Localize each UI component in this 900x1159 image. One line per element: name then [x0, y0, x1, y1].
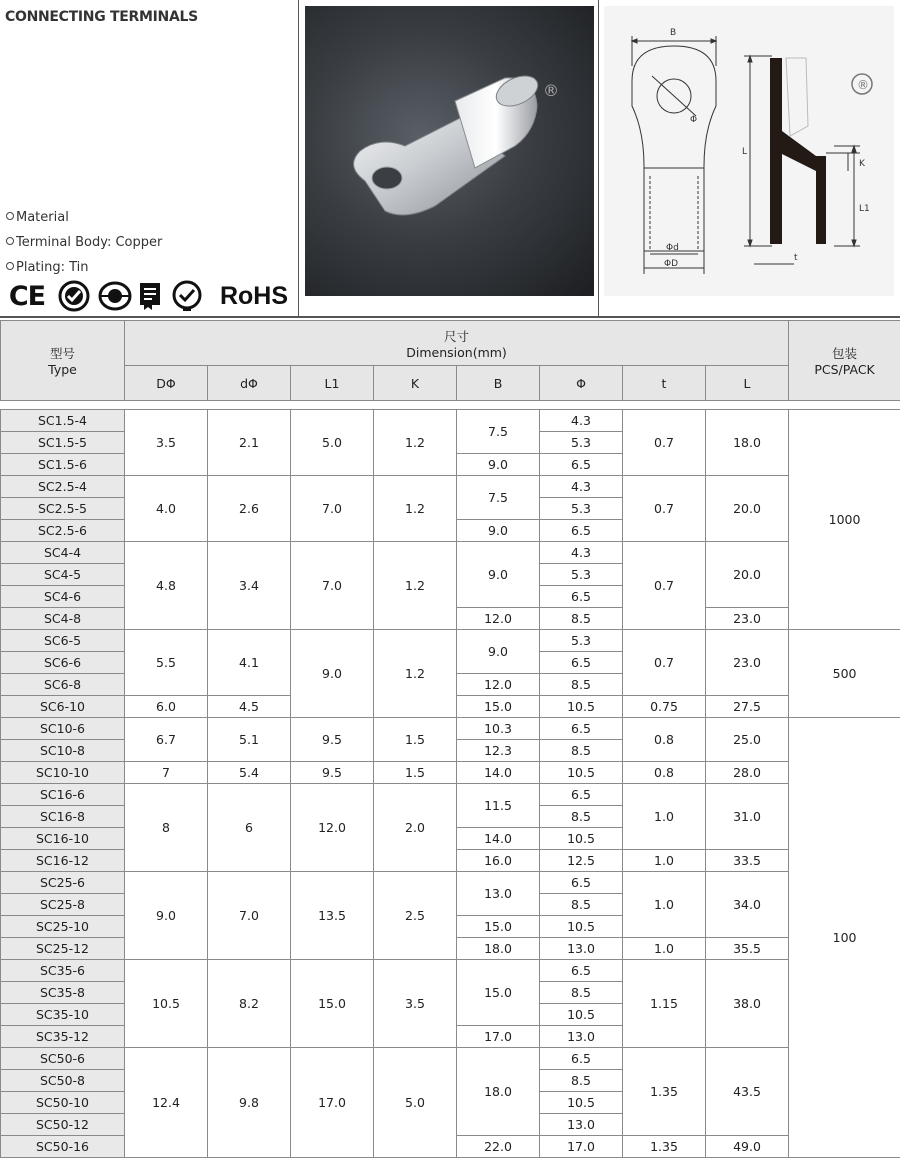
divider: [0, 316, 900, 318]
table-row: [1, 1048, 900, 1070]
pack-cell: 1000: [789, 410, 900, 630]
b-cell: 10.3: [457, 718, 540, 740]
col-outer-diameter: DΦ: [125, 366, 208, 401]
col-phi: Φ: [540, 366, 623, 401]
trademark-mark: ®: [857, 78, 869, 92]
header-pack: 包装 PCS/PACK: [789, 321, 900, 401]
l1-cell: 9.5: [291, 762, 374, 784]
inner-diameter-cell: 4.1: [208, 630, 291, 696]
b-cell: 12.0: [457, 674, 540, 696]
type-cell: SC10-10: [1, 762, 125, 784]
table-row: [1, 410, 900, 432]
product-header: [0, 0, 900, 318]
dimension-drawing: [604, 6, 894, 296]
table-row: [1, 960, 900, 982]
l1-cell: 9.0: [291, 630, 374, 718]
table-body: [1, 410, 900, 1158]
inner-diameter-cell: 4.5: [208, 696, 291, 718]
outer-diameter-cell: 7: [125, 762, 208, 784]
phi-cell: 17.0: [540, 1136, 623, 1158]
ce-mark: CE: [8, 280, 46, 312]
l-cell: 18.0: [706, 410, 789, 476]
k-cell: 3.5: [374, 960, 457, 1048]
phi-cell: 6.5: [540, 718, 623, 740]
type-cell: SC50-10: [1, 1092, 125, 1114]
table-row: [1, 630, 900, 652]
table-row: [1, 784, 900, 806]
k-cell: 1.5: [374, 718, 457, 762]
type-cell: SC16-10: [1, 828, 125, 850]
outer-diameter-cell: 5.5: [125, 630, 208, 696]
bullet-icon: [6, 262, 14, 270]
phi-cell: 10.5: [540, 1092, 623, 1114]
b-cell: 15.0: [457, 916, 540, 938]
t-cell: 0.75: [623, 696, 706, 718]
l-cell: 20.0: [706, 476, 789, 542]
type-cell: SC25-8: [1, 894, 125, 916]
k-cell: 5.0: [374, 1048, 457, 1158]
col-inner-diameter: dΦ: [208, 366, 291, 401]
l1-cell: 13.5: [291, 872, 374, 960]
type-cell: SC10-6: [1, 718, 125, 740]
inner-diameter-cell: 9.8: [208, 1048, 291, 1158]
phi-cell: 8.5: [540, 674, 623, 696]
quality-seal-icon: [57, 280, 91, 312]
l1-cell: 15.0: [291, 960, 374, 1048]
type-cell: SC25-6: [1, 872, 125, 894]
header-dimension: 尺寸 Dimension(mm): [125, 321, 789, 366]
b-cell: 9.0: [457, 454, 540, 476]
t-cell: 1.0: [623, 784, 706, 850]
k-cell: 2.5: [374, 872, 457, 960]
type-cell: SC6-8: [1, 674, 125, 696]
inner-diameter-cell: 2.1: [208, 410, 291, 476]
phi-cell: 4.3: [540, 410, 623, 432]
k-cell: 1.2: [374, 476, 457, 542]
spacer: [1, 401, 900, 410]
b-cell: 7.5: [457, 476, 540, 520]
phi-cell: 12.5: [540, 850, 623, 872]
phi-cell: 10.5: [540, 828, 623, 850]
k-cell: 1.5: [374, 762, 457, 784]
header-type: 型号 Type: [1, 321, 125, 401]
spec-plating: Plating: Tin: [6, 260, 89, 275]
l1-cell: 9.5: [291, 718, 374, 762]
t-cell: 0.7: [623, 410, 706, 476]
outer-diameter-cell: 4.0: [125, 476, 208, 542]
col-l: L: [706, 366, 789, 401]
type-cell: SC35-12: [1, 1026, 125, 1048]
t-cell: 0.7: [623, 630, 706, 696]
phi-cell: 6.5: [540, 1048, 623, 1070]
label-l1: L1: [859, 204, 870, 214]
type-cell: SC6-10: [1, 696, 125, 718]
l-cell: 34.0: [706, 872, 789, 938]
b-cell: 16.0: [457, 850, 540, 872]
b-cell: 12.0: [457, 608, 540, 630]
phi-cell: 5.3: [540, 564, 623, 586]
inner-diameter-cell: 5.4: [208, 762, 291, 784]
inner-diameter-cell: 6: [208, 784, 291, 872]
b-cell: 14.0: [457, 828, 540, 850]
k-cell: 2.0: [374, 784, 457, 872]
phi-cell: 8.5: [540, 1070, 623, 1092]
pack-cell: 100: [789, 718, 900, 1158]
b-cell: 15.0: [457, 696, 540, 718]
b-cell: 11.5: [457, 784, 540, 828]
phi-cell: 13.0: [540, 1114, 623, 1136]
b-cell: 14.0: [457, 762, 540, 784]
l-cell: 49.0: [706, 1136, 789, 1158]
l-cell: 25.0: [706, 718, 789, 762]
t-cell: 1.15: [623, 960, 706, 1048]
type-cell: SC1.5-6: [1, 454, 125, 476]
label-k: K: [859, 159, 865, 169]
type-cell: SC2.5-4: [1, 476, 125, 498]
outer-diameter-cell: 6.7: [125, 718, 208, 762]
k-cell: 1.2: [374, 542, 457, 630]
k-cell: 1.2: [374, 410, 457, 476]
col-t: t: [623, 366, 706, 401]
label-t: t: [794, 253, 798, 263]
phi-cell: 13.0: [540, 938, 623, 960]
l1-cell: 7.0: [291, 476, 374, 542]
b-cell: 15.0: [457, 960, 540, 1026]
inner-diameter-cell: 7.0: [208, 872, 291, 960]
phi-cell: 4.3: [540, 542, 623, 564]
t-cell: 1.35: [623, 1136, 706, 1158]
spec-terminal-body: Terminal Body: Copper: [6, 235, 162, 250]
l-cell: 23.0: [706, 608, 789, 630]
phi-cell: 10.5: [540, 916, 623, 938]
phi-cell: 6.5: [540, 652, 623, 674]
type-cell: SC6-5: [1, 630, 125, 652]
phi-cell: 13.0: [540, 1026, 623, 1048]
outer-diameter-cell: 10.5: [125, 960, 208, 1048]
rohs-mark: RoHS: [219, 281, 289, 310]
inner-diameter-cell: 5.1: [208, 718, 291, 762]
type-cell: SC50-8: [1, 1070, 125, 1092]
type-cell: SC4-8: [1, 608, 125, 630]
b-cell: 9.0: [457, 630, 540, 674]
b-cell: 9.0: [457, 520, 540, 542]
type-cell: SC1.5-4: [1, 410, 125, 432]
inner-diameter-cell: 2.6: [208, 476, 291, 542]
label-phi-outer-d: ΦD: [664, 259, 679, 269]
type-cell: SC16-12: [1, 850, 125, 872]
trademark-mark: ®: [543, 81, 559, 100]
product-photo: [305, 6, 594, 296]
phi-cell: 5.3: [540, 498, 623, 520]
t-cell: 1.0: [623, 938, 706, 960]
type-cell: SC25-12: [1, 938, 125, 960]
l-cell: 23.0: [706, 630, 789, 696]
k-cell: 1.2: [374, 630, 457, 718]
phi-cell: 8.5: [540, 806, 623, 828]
certificate-badge-icon: [137, 280, 163, 312]
table-row: [1, 718, 900, 740]
outer-diameter-cell: 9.0: [125, 872, 208, 960]
phi-cell: 6.5: [540, 872, 623, 894]
dimensions-table: [0, 320, 900, 1158]
type-cell: SC10-8: [1, 740, 125, 762]
col-k: K: [374, 366, 457, 401]
phi-cell: 5.3: [540, 432, 623, 454]
spec-material: Material: [6, 210, 69, 225]
col-b: B: [457, 366, 540, 401]
type-cell: SC4-5: [1, 564, 125, 586]
type-cell: SC50-12: [1, 1114, 125, 1136]
phi-cell: 6.5: [540, 520, 623, 542]
l-cell: 33.5: [706, 850, 789, 872]
outer-diameter-cell: 8: [125, 784, 208, 872]
certification-logos: [5, 280, 297, 314]
b-cell: 18.0: [457, 1048, 540, 1136]
type-cell: SC16-6: [1, 784, 125, 806]
t-cell: 1.0: [623, 850, 706, 872]
phi-cell: 8.5: [540, 608, 623, 630]
b-cell: 9.0: [457, 542, 540, 608]
t-cell: 0.7: [623, 542, 706, 630]
label-phi-d: Φd: [666, 243, 679, 253]
l-cell: 43.5: [706, 1048, 789, 1136]
l1-cell: 17.0: [291, 1048, 374, 1158]
b-cell: 17.0: [457, 1026, 540, 1048]
t-cell: 0.8: [623, 718, 706, 762]
b-cell: 13.0: [457, 872, 540, 916]
divider: [598, 0, 599, 316]
phi-cell: 6.5: [540, 586, 623, 608]
t-cell: 1.35: [623, 1048, 706, 1136]
phi-cell: 8.5: [540, 740, 623, 762]
l-cell: 38.0: [706, 960, 789, 1048]
phi-cell: 4.3: [540, 476, 623, 498]
l1-cell: 7.0: [291, 542, 374, 630]
type-cell: SC35-6: [1, 960, 125, 982]
col-l1: L1: [291, 366, 374, 401]
b-cell: 22.0: [457, 1136, 540, 1158]
table-row: [1, 476, 900, 498]
phi-cell: 10.5: [540, 696, 623, 718]
phi-cell: 10.5: [540, 1004, 623, 1026]
type-cell: SC4-6: [1, 586, 125, 608]
b-cell: 18.0: [457, 938, 540, 960]
type-cell: SC6-6: [1, 652, 125, 674]
bullet-icon: [6, 237, 14, 245]
b-cell: 12.3: [457, 740, 540, 762]
page-title: CONNECTING TERMINALS: [5, 9, 198, 25]
l1-cell: 5.0: [291, 410, 374, 476]
bullet-icon: [6, 212, 14, 220]
phi-cell: 8.5: [540, 894, 623, 916]
type-cell: SC4-4: [1, 542, 125, 564]
phi-cell: 5.3: [540, 630, 623, 652]
b-cell: 7.5: [457, 410, 540, 454]
table-row: [1, 872, 900, 894]
outer-diameter-cell: 6.0: [125, 696, 208, 718]
table-row: [1, 542, 900, 564]
outer-diameter-cell: 3.5: [125, 410, 208, 476]
outer-diameter-cell: 12.4: [125, 1048, 208, 1158]
type-cell: SC50-6: [1, 1048, 125, 1070]
info-panel: [0, 0, 299, 316]
l-cell: 27.5: [706, 696, 789, 718]
iso-seal-icon: [97, 280, 133, 312]
type-cell: SC35-8: [1, 982, 125, 1004]
phi-cell: 6.5: [540, 960, 623, 982]
phi-cell: 6.5: [540, 454, 623, 476]
pack-cell: 500: [789, 630, 900, 718]
l-cell: 35.5: [706, 938, 789, 960]
table-row: [1, 762, 900, 784]
l-cell: 20.0: [706, 542, 789, 608]
phi-cell: 6.5: [540, 784, 623, 806]
phi-cell: 10.5: [540, 762, 623, 784]
type-cell: SC2.5-5: [1, 498, 125, 520]
label-phi: Φ: [690, 115, 698, 125]
type-cell: SC50-16: [1, 1136, 125, 1158]
l-cell: 31.0: [706, 784, 789, 850]
inner-diameter-cell: 3.4: [208, 542, 291, 630]
t-cell: 0.7: [623, 476, 706, 542]
label-l: L: [742, 147, 748, 157]
phi-cell: 8.5: [540, 982, 623, 1004]
outer-diameter-cell: 4.8: [125, 542, 208, 630]
type-cell: SC2.5-6: [1, 520, 125, 542]
l1-cell: 12.0: [291, 784, 374, 872]
inner-diameter-cell: 8.2: [208, 960, 291, 1048]
t-cell: 0.8: [623, 762, 706, 784]
type-cell: SC25-10: [1, 916, 125, 938]
type-cell: SC1.5-5: [1, 432, 125, 454]
label-b: B: [670, 28, 677, 38]
type-cell: SC16-8: [1, 806, 125, 828]
type-cell: SC35-10: [1, 1004, 125, 1026]
l-cell: 28.0: [706, 762, 789, 784]
t-cell: 1.0: [623, 872, 706, 938]
sgs-seal-icon: [169, 280, 205, 312]
